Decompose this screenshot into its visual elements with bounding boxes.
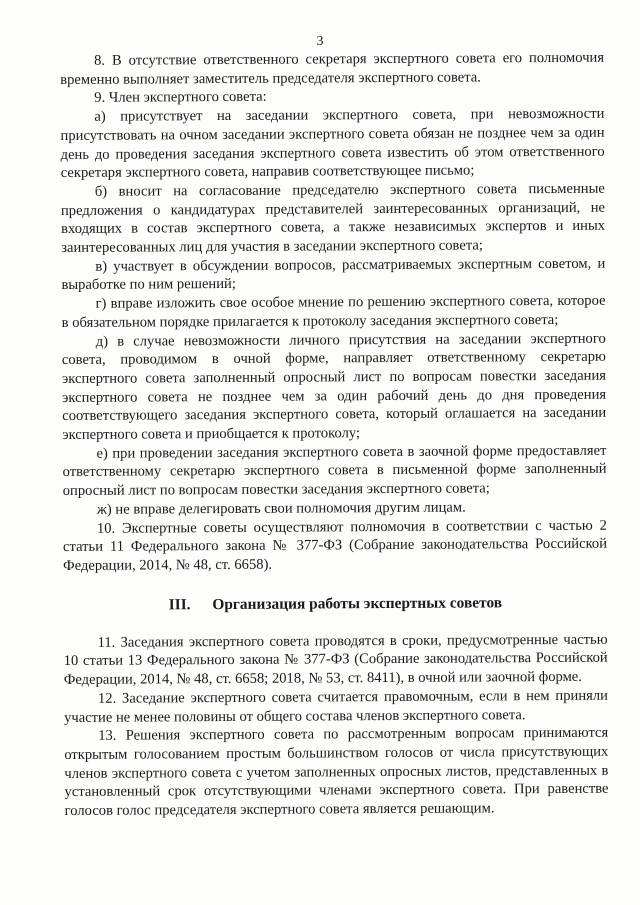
page-number: 3: [316, 34, 324, 49]
paragraph-12: 12. Заседание экспертного совета считается правомочным, если в нем приняли участие не менее половины от общего состава членов экспертного совета.: [64, 687, 608, 726]
paragraph-10: 10. Экспертные советы осуществляют полномочия в соответствии с частью 2 статьи 11 Федерального закона № 377-ФЗ (Собрание законодательства Российской Федерации, 2014, № 48, ст. 6658).: [62, 517, 608, 574]
subparagraph-zh: ж) не вправе делегировать свои полномочия другим лицам.: [96, 499, 466, 518]
section-title: Организация работы экспертных советов: [212, 593, 503, 613]
subparagraph-d: д) в случае невозможности личного присутствия на заседании экспертного совета, проводимом в очной форме, направляет ответственному секретарю экспертного совета заполненный опросный лист по вопросам повестки заседания экспертного совета не позднее чем за один рабочий день до дня проведения соответствующего заседания экспертного совета, который оглашается на заседании экспертного совета и приобщается к протоколу;: [61, 330, 607, 444]
subparagraph-a: а) присутствует на заседании экспертного совета, при невозможности присутствовать на очном заседании экспертного совета обязан не позднее чем за один день до проведения заседания экспертного совета известить об этом ответственного секретаря экспертного совета, направив соответствующее письмо;: [60, 105, 605, 182]
subparagraph-e: е) при проведении заседания экспертного совета в заочной форме предоставляет ответственному секретарю экспертного совета в письменной форме заполненный опросный лист по вопросам повестки заседания экспертного совета;: [62, 442, 607, 500]
subparagraph-v: в) участвует в обсуждении вопросов, рассматриваемых экспертным советом, и выработке по ним решений;: [61, 255, 606, 294]
section-number: III.: [168, 595, 191, 614]
paragraph-11: 11. Заседания экспертного совета проводятся в сроки, предусмотренные частью 10 статьи 13 Федерального закона № 377-ФЗ (Собрание законодательства Российской Федерации, 2014, № 48, ст. 6658; 2018, № 53, ст. 8411), в очной или заочной форме.: [63, 631, 608, 689]
subparagraph-g: г) вправе изложить свое особое мнение по решению экспертного совета, которое в обязательном порядке прилагается к протоколу заседания экспертного совета;: [61, 292, 606, 331]
document-body: [60, 49, 609, 821]
paragraph-13: 13. Решения экспертного совета по рассмотренным вопросам принимаются открытым голосованием простым большинством голосов от числа присутствующих членов экспертного совета с учетом заполненных опросных листов, представленных в установленный срок отсутствующими членами экспертного совета. При равенстве голосов голос председателя экспертного совета является решающим.: [64, 724, 609, 820]
section-heading: [63, 592, 607, 615]
subparagraph-b: б) вносит на согласование председателю экспертного совета письменные предложения о кандидатурах представителей заинтересованных организаций, не входящих в состав экспертного совета, а также независимых экспертов и иных заинтересованных лиц для участия в заседании экспертного совета;: [60, 180, 606, 257]
paragraph-9: 9. Член экспертного совета:: [94, 89, 267, 107]
paragraph-8: 8. В отсутствие ответственного секретаря экспертного совета его полномочия временно выполняет заместитель председателя экспертного совета.: [60, 49, 605, 88]
